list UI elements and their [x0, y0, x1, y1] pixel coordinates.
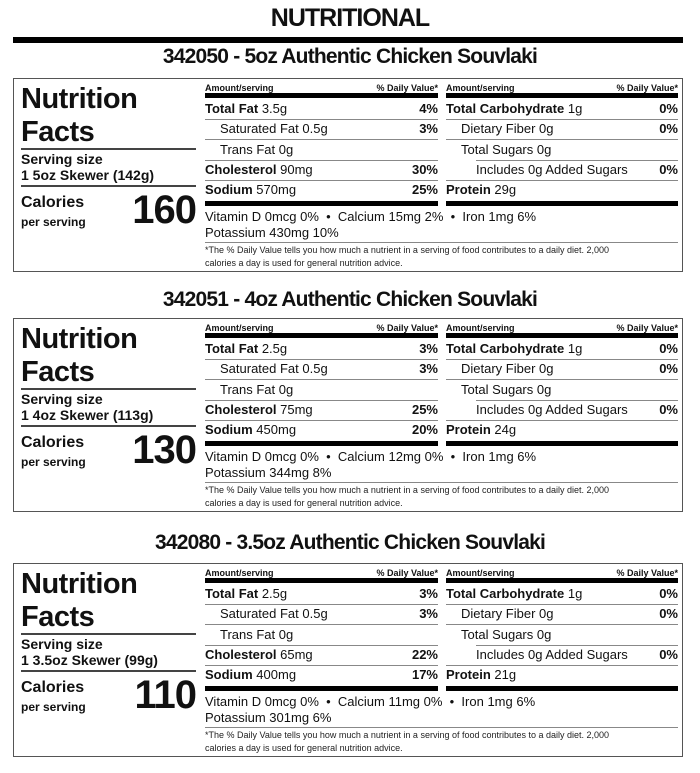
nutrient-row	[446, 101, 582, 116]
nutrient-row	[205, 182, 296, 197]
nutrient-row	[205, 101, 287, 116]
nutrient-row	[220, 361, 328, 376]
nutrient-name: Saturated Fat	[220, 121, 299, 137]
daily-value-header: % Daily Value*	[376, 568, 438, 578]
per-serving-label: per serving	[21, 455, 86, 469]
amount-serving-header: Amount/serving	[205, 323, 274, 333]
nutrient-daily-value: 17%	[411, 667, 438, 683]
nutrient-daily-value: 25%	[411, 401, 438, 417]
nutrient-name: Total Carbohydrate	[446, 586, 565, 601]
nutrient-name: Protein	[446, 667, 491, 683]
nutrient-name: Saturated Fat	[220, 606, 299, 622]
nutrient-name: Protein	[446, 422, 491, 438]
nutrient-name: Trans Fat	[220, 381, 276, 397]
nutrient-amount: 0.5g	[302, 361, 328, 377]
nutrient-amount: 0g	[536, 381, 552, 397]
nutrient-daily-value: 25%	[411, 182, 438, 198]
per-serving-label: per serving	[21, 700, 86, 714]
row-divider	[205, 420, 438, 421]
nutrient-row	[446, 586, 582, 601]
nutrient-amount: 1g	[567, 586, 583, 601]
nutrient-daily-value: 0%	[659, 101, 678, 116]
thick-divider	[205, 686, 438, 691]
potassium-line: Potassium 301mg 6%	[205, 710, 332, 725]
divider	[21, 148, 196, 150]
nutrient-amount: 0g	[278, 141, 294, 157]
nutrient-name: Cholesterol	[205, 161, 277, 177]
nutrient-daily-value: 3%	[419, 121, 438, 137]
nutrient-daily-value: 0%	[659, 341, 678, 356]
nutrition-heading: Nutrition	[21, 323, 138, 355]
calories-label: Calories	[21, 679, 85, 696]
facts-heading: Facts	[21, 116, 95, 148]
nutrient-amount: 1g	[567, 101, 583, 116]
divider	[21, 185, 196, 187]
thick-divider	[205, 333, 438, 338]
product-title: 342051 - 4oz Authentic Chicken Souvlaki	[162, 288, 538, 311]
nutrient-name: Total Sugars	[461, 141, 534, 157]
nutrient-daily-value: 0%	[659, 161, 678, 177]
serving-size-value: 1 5oz Skewer (142g)	[21, 167, 155, 183]
row-divider	[446, 665, 678, 666]
nutrient-row	[446, 667, 516, 682]
vitamins-line: Vitamin D 0mcg 0% • Calcium 11mg 0% • Iron 1mg 6%	[205, 694, 536, 709]
nutrient-amount: 2.5g	[261, 586, 288, 601]
nutrient-row	[220, 121, 328, 136]
nutrient-name: Total Carbohydrate	[446, 341, 565, 356]
serving-size-label: Serving size	[21, 151, 103, 167]
nutrition-facts-panel	[13, 318, 683, 512]
amount-serving-header: Amount/serving	[205, 568, 274, 578]
nutrient-row	[461, 121, 554, 136]
row-divider	[476, 400, 678, 401]
thick-divider	[446, 578, 678, 583]
daily-value-header: % Daily Value*	[616, 323, 678, 333]
facts-heading: Facts	[21, 601, 95, 633]
nutrient-name: Cholesterol	[205, 646, 277, 662]
nutrient-row	[205, 162, 313, 177]
product-title: 342050 - 5oz Authentic Chicken Souvlaki	[162, 45, 538, 68]
vitamins-line: Vitamin D 0mcg 0% • Calcium 12mg 0% • Iron 1mg 6%	[205, 449, 537, 464]
row-divider	[446, 379, 678, 380]
nutrient-daily-value: 0%	[659, 606, 678, 622]
daily-value-header: % Daily Value*	[616, 568, 678, 578]
divider	[21, 633, 196, 635]
nutrient-row	[205, 341, 287, 356]
nutrient-amount: 0g	[539, 121, 554, 137]
divider	[21, 425, 196, 427]
thick-divider	[446, 93, 678, 98]
nutrient-daily-value: 0%	[659, 401, 678, 417]
amount-serving-header: Amount/serving	[446, 83, 515, 93]
thick-divider	[446, 441, 678, 446]
nutrient-name: Dietary Fiber	[461, 606, 536, 622]
serving-size-value: 1 4oz Skewer (113g)	[21, 407, 154, 423]
nutrient-name: Includes 0g Added Sugars	[476, 401, 628, 417]
nutrient-name: Total Fat	[205, 341, 259, 356]
nutrient-amount: 90mg	[280, 161, 313, 177]
row-divider	[205, 180, 438, 181]
nutrient-amount: 2.5g	[261, 341, 288, 356]
thick-divider	[446, 201, 678, 206]
nutrient-name: Sodium	[205, 667, 253, 683]
nutrient-amount: 400mg	[256, 667, 297, 683]
nutrient-name: Dietary Fiber	[461, 361, 536, 377]
nutrient-name: Cholesterol	[205, 401, 277, 417]
footnote-line: *The % Daily Value tells you how much a nutrient in a serving of food contributes to a daily diet. 2,000	[205, 730, 610, 740]
nutrient-daily-value: 4%	[419, 101, 438, 116]
nutrient-amount: 0.5g	[302, 606, 328, 622]
row-divider	[205, 359, 438, 360]
row-divider	[446, 119, 678, 120]
footnote-line: *The % Daily Value tells you how much a nutrient in a serving of food contributes to a daily diet. 2,000	[205, 485, 610, 495]
calories-value: 110	[134, 673, 196, 717]
per-serving-label: per serving	[21, 215, 86, 229]
amount-serving-header: Amount/serving	[446, 323, 515, 333]
footnote-line: calories a day is used for general nutrition advice.	[205, 258, 403, 268]
amount-serving-header: Amount/serving	[446, 568, 515, 578]
row-divider	[205, 379, 438, 380]
divider	[205, 727, 678, 728]
nutrient-row	[220, 142, 293, 157]
row-divider	[205, 645, 438, 646]
nutrient-row	[220, 627, 293, 642]
nutrient-amount: 24g	[494, 422, 517, 438]
footnote-line: *The % Daily Value tells you how much a nutrient in a serving of food contributes to a daily diet. 2,000	[205, 245, 610, 255]
nutrient-amount: 0g	[539, 606, 554, 622]
nutrient-name: Trans Fat	[220, 626, 276, 642]
nutrient-amount: 0g	[539, 361, 554, 377]
serving-size-label: Serving size	[21, 391, 103, 407]
nutrient-daily-value: 0%	[659, 586, 678, 601]
nutrition-facts-panel	[13, 78, 683, 272]
nutrient-row	[476, 647, 628, 662]
nutrition-heading: Nutrition	[21, 568, 138, 600]
row-divider	[205, 400, 438, 401]
thick-divider	[205, 441, 438, 446]
nutrient-daily-value: 3%	[419, 361, 438, 377]
divider	[21, 670, 196, 672]
nutrient-name: Protein	[446, 182, 491, 198]
nutrient-row	[205, 402, 313, 417]
nutrient-row	[205, 667, 296, 682]
row-divider	[476, 645, 678, 646]
nutrition-facts-panel	[13, 563, 683, 757]
nutrient-name: Total Fat	[205, 101, 259, 116]
row-divider	[446, 420, 678, 421]
nutrient-daily-value: 3%	[419, 606, 438, 622]
nutrient-name: Sodium	[205, 182, 253, 198]
serving-size-value: 1 3.5oz Skewer (99g)	[21, 652, 158, 668]
nutrition-heading: Nutrition	[21, 83, 138, 115]
nutrient-daily-value: 20%	[411, 422, 438, 438]
nutrient-daily-value: 0%	[659, 361, 678, 377]
nutrient-row	[205, 647, 313, 662]
nutrient-amount: 450mg	[256, 422, 297, 438]
nutrient-daily-value: 22%	[411, 646, 438, 662]
nutrient-row	[461, 142, 551, 157]
serving-size-label: Serving size	[21, 636, 103, 652]
nutrient-name: Dietary Fiber	[461, 121, 536, 137]
page-title: NUTRITIONAL	[270, 4, 430, 32]
thick-divider	[205, 93, 438, 98]
nutrient-daily-value: 0%	[659, 646, 678, 662]
row-divider	[446, 359, 678, 360]
nutrient-row	[461, 382, 551, 397]
nutrient-row	[461, 606, 554, 621]
nutrient-row	[461, 627, 551, 642]
calories-value: 130	[132, 428, 196, 472]
divider	[21, 388, 196, 390]
daily-value-header: % Daily Value*	[376, 83, 438, 93]
row-divider	[205, 160, 438, 161]
nutrient-row	[446, 341, 582, 356]
row-divider	[205, 119, 438, 120]
nutrient-name: Trans Fat	[220, 141, 276, 157]
nutrient-amount: 75mg	[280, 401, 313, 417]
nutrient-amount: 0g	[278, 626, 294, 642]
row-divider	[205, 665, 438, 666]
nutrient-name: Total Sugars	[461, 381, 534, 397]
divider	[205, 482, 678, 483]
thick-divider	[205, 578, 438, 583]
nutrient-row	[461, 361, 554, 376]
nutrient-daily-value: 3%	[419, 586, 438, 601]
daily-value-header: % Daily Value*	[376, 323, 438, 333]
nutrient-name: Total Carbohydrate	[446, 101, 565, 116]
nutrient-row	[476, 162, 628, 177]
nutrient-amount: 1g	[567, 341, 583, 356]
facts-heading: Facts	[21, 356, 95, 388]
thick-divider	[446, 686, 678, 691]
nutrient-amount: 570mg	[256, 182, 297, 198]
potassium-line: Potassium 430mg 10%	[205, 225, 339, 240]
row-divider	[476, 160, 678, 161]
nutrient-name: Saturated Fat	[220, 361, 299, 377]
nutrient-amount: 0.5g	[302, 121, 328, 137]
row-divider	[446, 139, 678, 140]
row-divider	[446, 624, 678, 625]
vitamins-line: Vitamin D 0mcg 0% • Calcium 15mg 2% • Iron 1mg 6%	[205, 209, 537, 224]
nutrient-amount: 0g	[536, 626, 552, 642]
nutrient-daily-value: 0%	[659, 121, 678, 137]
daily-value-header: % Daily Value*	[616, 83, 678, 93]
row-divider	[446, 604, 678, 605]
nutrient-name: Sodium	[205, 422, 253, 438]
nutrient-amount: 0g	[278, 381, 294, 397]
thick-divider	[205, 201, 438, 206]
nutrient-row	[446, 422, 516, 437]
nutrient-row	[205, 586, 287, 601]
calories-value: 160	[132, 188, 196, 232]
amount-serving-header: Amount/serving	[205, 83, 274, 93]
nutrient-name: Total Sugars	[461, 626, 534, 642]
nutrient-daily-value: 3%	[419, 341, 438, 356]
nutrient-row	[476, 402, 628, 417]
row-divider	[205, 604, 438, 605]
nutrient-daily-value: 30%	[411, 161, 438, 177]
footnote-line: calories a day is used for general nutrition advice.	[205, 743, 403, 753]
title-divider	[13, 37, 683, 43]
nutrient-amount: 21g	[494, 667, 517, 683]
nutrient-name: Includes 0g Added Sugars	[476, 161, 628, 177]
nutrient-name: Includes 0g Added Sugars	[476, 646, 628, 662]
potassium-line: Potassium 344mg 8%	[205, 465, 332, 480]
product-title: 342080 - 3.5oz Authentic Chicken Souvlaki	[154, 531, 546, 554]
nutrient-row	[205, 422, 296, 437]
row-divider	[446, 180, 678, 181]
row-divider	[205, 139, 438, 140]
nutrient-amount: 65mg	[280, 646, 313, 662]
nutrient-row	[220, 382, 293, 397]
nutrient-row	[446, 182, 516, 197]
nutrient-name: Total Fat	[205, 586, 259, 601]
divider	[205, 242, 678, 243]
nutrient-amount: 3.5g	[261, 101, 288, 116]
nutrient-amount: 29g	[494, 182, 517, 198]
footnote-line: calories a day is used for general nutrition advice.	[205, 498, 403, 508]
row-divider	[205, 624, 438, 625]
calories-label: Calories	[21, 434, 85, 451]
thick-divider	[446, 333, 678, 338]
nutrient-row	[220, 606, 328, 621]
nutrient-amount: 0g	[536, 141, 552, 157]
calories-label: Calories	[21, 194, 85, 211]
